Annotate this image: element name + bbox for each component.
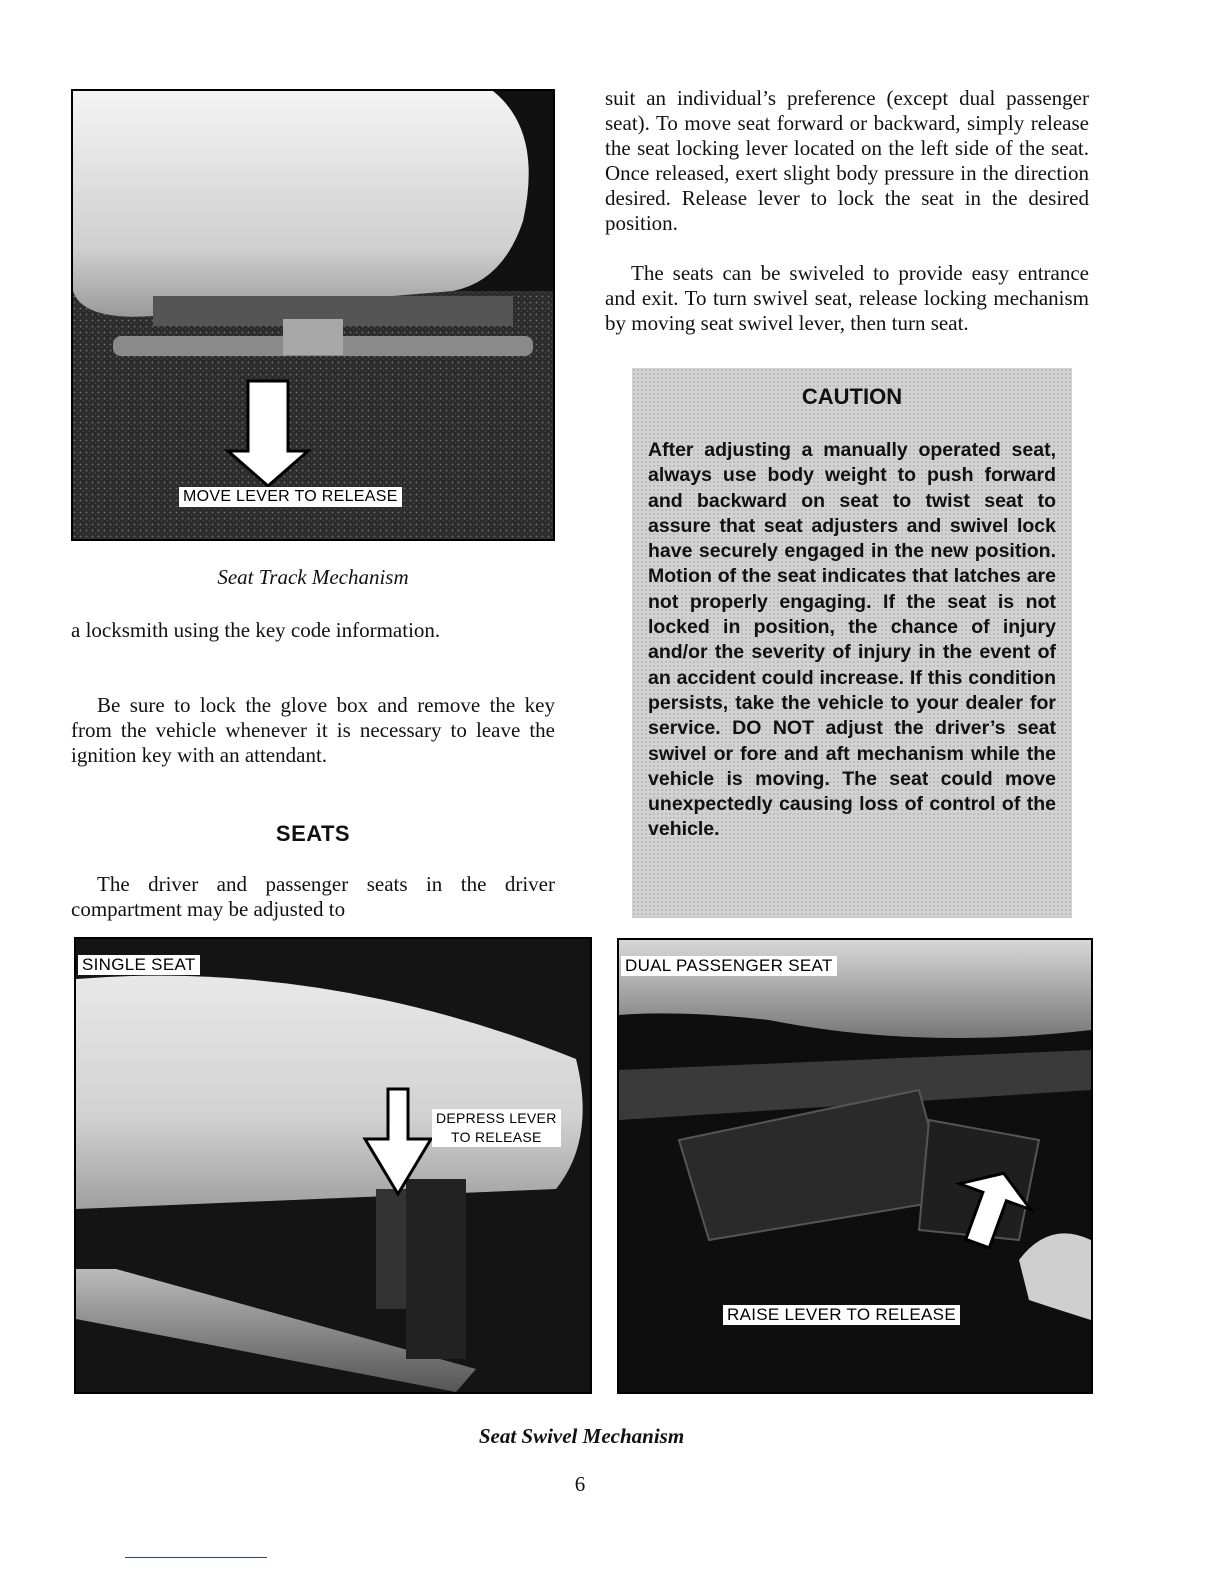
page-number: 6 xyxy=(574,1472,586,1496)
seat-track-illustration xyxy=(73,91,553,539)
dual-seat-photo xyxy=(617,938,1093,1394)
single-seat-photo xyxy=(74,937,592,1394)
caution-text: After adjusting a manually operated seat, always use body weight to push forward and backward on seat to twist seat to assure that seat adjusters and swivel lock have securely engaged in the new position. Motion of the seat indicates that latches are not properly engaging. If the seat is not locked in position, the chance of injury and/or the severity of injury in the event of an accident could increase. If this condition persists, take the vehicle to your dealer for service. DO NOT adjust the driver’s seat swivel or fore and aft mechanism while the vehicle is moving. The seat could move unexpectedly causing loss of control of the vehicle. xyxy=(648,439,1056,841)
depress-lever-line-1: DEPRESS LEVER xyxy=(436,1110,557,1126)
single-seat-illustration xyxy=(76,939,590,1392)
seat-track-photo xyxy=(71,89,555,541)
seats-heading: SEATS xyxy=(275,821,351,846)
single-seat-label: SINGLE SEAT xyxy=(78,955,200,975)
move-lever-label: MOVE LEVER TO RELEASE xyxy=(179,487,402,507)
raise-lever-label: RAISE LEVER TO RELEASE xyxy=(723,1305,960,1325)
seats-paragraph: The driver and passenger seats in the driver compartment may be adjusted to xyxy=(71,872,555,921)
swivel-paragraph: The seats can be swiveled to provide easy entrance and exit. To turn swivel seat, release locking mechanism by moving seat swivel lever, then turn seat. xyxy=(605,261,1089,335)
seat-track-caption: Seat Track Mechanism xyxy=(217,565,409,589)
depress-lever-line-2: TO RELEASE xyxy=(450,1129,542,1145)
dual-passenger-seat-label: DUAL PASSENGER SEAT xyxy=(621,956,837,976)
depress-lever-label xyxy=(432,1109,561,1147)
seat-preference-paragraph: suit an individual’s preference (except dual passenger seat). To move seat forward or backward, simply release the seat locking lever located on the left side of the seat. Once released, exert slight body pressure in the direction desired. Release lever to lock the seat in the desired position. xyxy=(605,86,1089,235)
glovebox-paragraph: Be sure to lock the glove box and remove the key from the vehicle whenever it is necessary to leave the ignition key with an attendant. xyxy=(71,693,555,767)
locksmith-paragraph: a locksmith using the key code information. xyxy=(71,618,441,642)
footer-rule xyxy=(125,1557,267,1558)
caution-title: CAUTION xyxy=(801,384,903,409)
caution-box xyxy=(632,368,1072,918)
seat-swivel-caption: Seat Swivel Mechanism xyxy=(478,1424,685,1448)
